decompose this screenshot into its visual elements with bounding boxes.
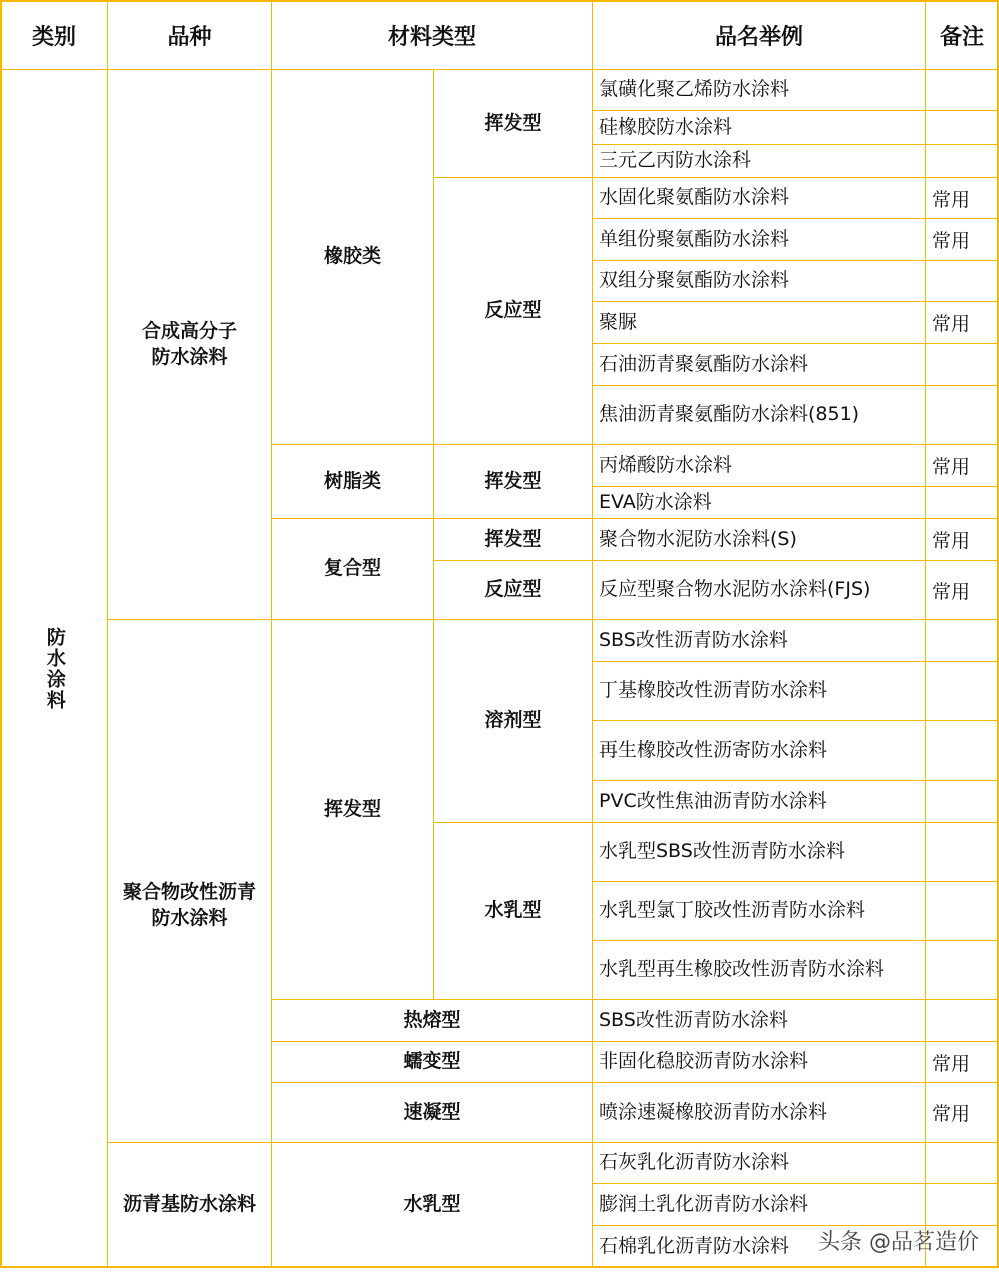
variety-line: 防水涂料 [151, 907, 228, 929]
subtype-solvent: 溶剂型 [433, 619, 593, 823]
variety-line: 合成高分子 [141, 319, 237, 342]
product-name: SBS改性沥青防水涂料 [592, 999, 926, 1042]
product-note [925, 260, 999, 302]
product-note: 常用 [925, 301, 999, 344]
header-note: 备注 [925, 0, 999, 70]
variety-synthetic-polymer [107, 69, 272, 620]
product-note: 常用 [925, 560, 999, 620]
product-note: 常用 [925, 1041, 999, 1083]
product-note [925, 780, 999, 823]
product-name: PVC改性焦油沥青防水涂料 [592, 780, 926, 823]
watermark: 头条 @品茗造价 [818, 1230, 979, 1255]
header-variety: 品种 [107, 0, 272, 70]
product-note [925, 486, 999, 519]
product-name: 丁基橡胶改性沥青防水涂料 [592, 661, 926, 721]
product-name: 丙烯酸防水涂料 [592, 444, 926, 487]
variety-asphalt-based: 沥青基防水涂料 [107, 1142, 272, 1268]
header-product-example: 品名举例 [592, 0, 926, 70]
material-resin: 树脂类 [271, 444, 434, 519]
product-note [925, 661, 999, 721]
material-water-emulsion: 水乳型 [271, 1142, 593, 1268]
product-name: 膨润土乳化沥青防水涂料 [592, 1183, 926, 1226]
variety-line: 防水涂料 [151, 345, 228, 368]
product-note [925, 822, 999, 882]
variety-polymer-modified-asphalt [107, 619, 272, 1143]
product-name: 硅橡胶防水涂料 [592, 110, 926, 145]
product-note: 常用 [925, 218, 999, 261]
material-quick-set: 速凝型 [271, 1082, 593, 1143]
product-name: 水乳型再生橡胶改性沥青防水涂料 [592, 940, 926, 1000]
product-note [925, 940, 999, 1000]
product-note: 常用 [925, 518, 999, 561]
product-note [925, 1142, 999, 1184]
material-hot-melt: 热熔型 [271, 999, 593, 1042]
product-note: 常用 [925, 444, 999, 487]
category-label: 防水涂料 [43, 626, 66, 711]
header-category: 类别 [0, 0, 108, 70]
product-name: 聚合物水泥防水涂料(S) [592, 518, 926, 561]
variety-line: 聚合物改性沥青 [122, 881, 256, 904]
product-name: 水乳型氯丁胶改性沥青防水涂料 [592, 881, 926, 941]
product-note [925, 110, 999, 145]
product-note [925, 1183, 999, 1226]
product-name: 非固化稳胶沥青防水涂料 [592, 1041, 926, 1083]
product-name: 水乳型SBS改性沥青防水涂料 [592, 822, 926, 882]
category-cell [0, 69, 108, 1268]
header-material-type: 材料类型 [271, 0, 593, 70]
subtype-volatile: 挥发型 [433, 69, 593, 178]
subtype-reactive: 反应型 [433, 177, 593, 445]
product-note: 常用 [925, 1082, 999, 1143]
product-name: 三元乙丙防水涂科 [592, 144, 926, 178]
product-note [925, 619, 999, 662]
product-note [925, 999, 999, 1042]
product-name: 双组分聚氨酯防水涂料 [592, 260, 926, 302]
product-note [925, 720, 999, 781]
subtype-volatile: 挥发型 [433, 518, 593, 561]
material-rubber: 橡胶类 [271, 69, 434, 445]
product-note [925, 881, 999, 941]
product-name: 焦油沥青聚氨酯防水涂料(851) [592, 385, 926, 445]
product-note [925, 69, 999, 111]
product-name: 反应型聚合物水泥防水涂料(FJS) [592, 560, 926, 620]
product-note [925, 385, 999, 445]
product-name: 单组份聚氨酯防水涂料 [592, 218, 926, 261]
product-name: 喷涂速凝橡胶沥青防水涂料 [592, 1082, 926, 1143]
product-note: 常用 [925, 177, 999, 219]
product-name: 石棉乳化沥青防水涂料 [592, 1225, 926, 1268]
subtype-reactive: 反应型 [433, 560, 593, 620]
product-name: 水固化聚氨酯防水涂料 [592, 177, 926, 219]
product-name: 石油沥青聚氨酯防水涂料 [592, 343, 926, 386]
product-name: 氯磺化聚乙烯防水涂料 [592, 69, 926, 111]
product-name: 石灰乳化沥青防水涂料 [592, 1142, 926, 1184]
product-note [925, 343, 999, 386]
product-note [925, 144, 999, 178]
subtype-volatile: 挥发型 [433, 444, 593, 519]
material-composite: 复合型 [271, 518, 434, 620]
product-name: EVA防水涂料 [592, 486, 926, 519]
product-name: 再生橡胶改性沥寄防水涂料 [592, 720, 926, 781]
product-name: 聚脲 [592, 301, 926, 344]
product-name: SBS改性沥青防水涂料 [592, 619, 926, 662]
subtype-water-emulsion: 水乳型 [433, 822, 593, 1000]
material-volatile: 挥发型 [271, 619, 434, 1000]
material-creep: 蠕变型 [271, 1041, 593, 1083]
